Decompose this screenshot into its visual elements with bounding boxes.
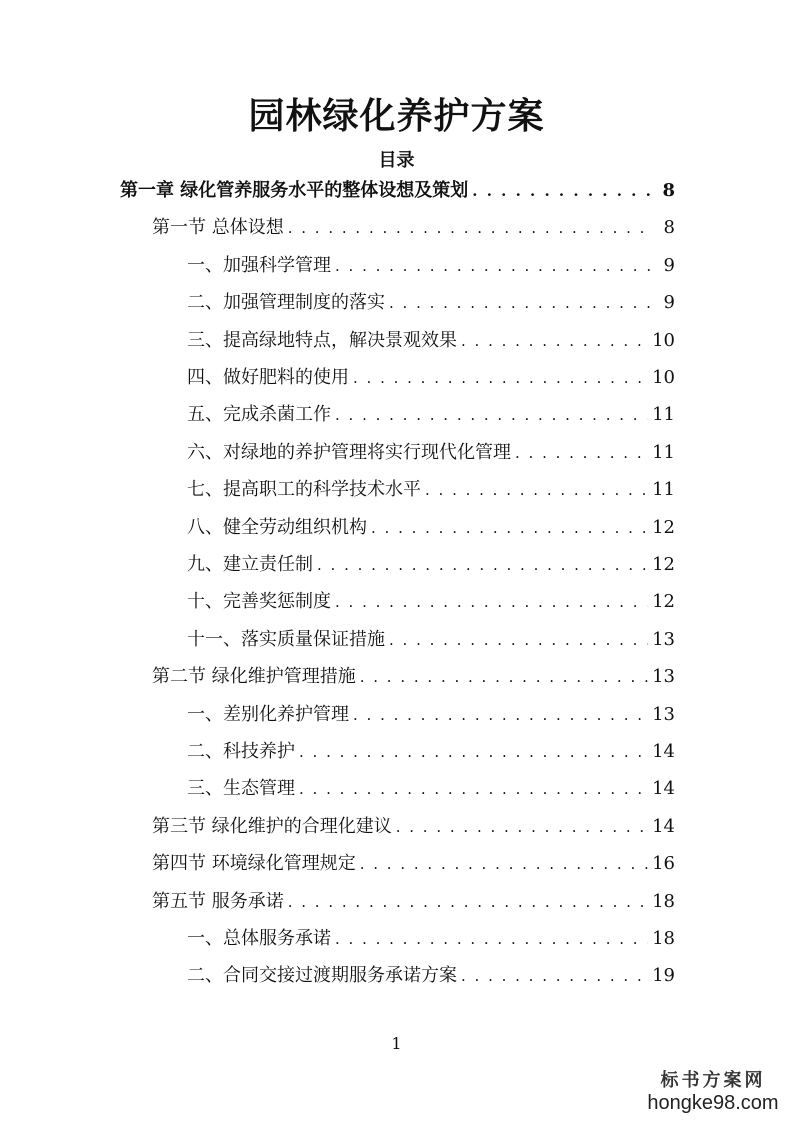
- toc-entry-page: 12: [652, 554, 675, 575]
- toc-leader-dots: [472, 182, 651, 200]
- toc-leader-dots: [425, 481, 648, 499]
- page-number: 1: [391, 1034, 402, 1053]
- toc-leader-dots: [396, 818, 648, 836]
- toc-entry-label: 第二节 绿化维护管理措施: [152, 666, 356, 688]
- toc-entry-label: 第五节 服务承诺: [152, 890, 284, 912]
- toc-leader-dots: [389, 631, 648, 649]
- toc-entry-page: 11: [652, 404, 675, 426]
- toc-entry-page: 13: [652, 628, 675, 650]
- toc-entry[interactable]: [187, 513, 675, 549]
- toc-entry-label: 第一节 总体设想: [152, 217, 284, 239]
- toc-entry[interactable]: [187, 288, 675, 324]
- toc-entry[interactable]: [187, 326, 675, 362]
- toc-entry-page: 19: [652, 965, 675, 987]
- toc-entry-page: 12: [652, 516, 675, 538]
- toc-entry-page: 10: [652, 367, 675, 388]
- toc-entry[interactable]: [187, 475, 675, 511]
- toc-leader-dots: [335, 406, 648, 424]
- toc-entry-label: 一、总体服务承诺: [187, 928, 331, 949]
- toc-entry[interactable]: [120, 176, 675, 212]
- toc-entry-label: 一、差别化养护管理: [187, 703, 349, 725]
- toc-entry-label: 三、提高绿地特点，解决景观效果: [187, 329, 457, 351]
- toc-entry-label: 第四节 环境绿化管理规定: [152, 853, 356, 875]
- toc-entry-page: 9: [663, 292, 675, 314]
- toc-entry-page: 10: [652, 329, 675, 351]
- toc-entry-page: 11: [652, 441, 675, 463]
- toc-entry-label: 一、加强科学管理: [187, 254, 331, 276]
- toc-leader-dots: [461, 967, 648, 985]
- toc-entry-label: 第三节 绿化维护的合理化建议: [152, 815, 392, 837]
- toc-entry-page: 11: [652, 479, 675, 501]
- toc-entry-page: 18: [652, 928, 675, 949]
- toc-leader-dots: [299, 780, 648, 798]
- toc-entry[interactable]: [152, 887, 675, 923]
- toc-entry-page: 12: [652, 591, 675, 613]
- toc-entry-page: 8: [662, 180, 675, 201]
- toc-entry-label: 四、做好肥料的使用: [187, 367, 349, 388]
- toc-leader-dots: [335, 930, 648, 948]
- toc-leader-dots: [299, 743, 648, 761]
- toc-entry[interactable]: [187, 737, 675, 773]
- toc-entry[interactable]: [152, 662, 675, 698]
- toc-leader-dots: [317, 556, 648, 574]
- toc-entry-page: 13: [652, 666, 675, 688]
- toc-entry-page: 16: [652, 853, 675, 875]
- toc-entry-label: 十一、落实质量保证措施: [187, 628, 385, 650]
- toc-entry[interactable]: [187, 924, 675, 960]
- toc-leader-dots: [353, 369, 648, 387]
- watermark: [643, 1066, 783, 1115]
- toc-entry-label: 六、对绿地的养护管理将实行现代化管理: [187, 441, 511, 463]
- toc-entry-label: 五、完成杀菌工作: [187, 404, 331, 426]
- toc-leader-dots: [288, 219, 651, 237]
- toc-entry-page: 9: [663, 254, 675, 276]
- toc-entry-label: 二、加强管理制度的落实: [187, 292, 385, 314]
- toc-entry[interactable]: [187, 961, 675, 997]
- toc-entry-label: 二、科技养护: [187, 741, 295, 762]
- page-title: 园林绿化养护方案: [248, 95, 545, 137]
- toc-leader-dots: [335, 257, 651, 275]
- toc-leader-dots: [389, 294, 651, 312]
- toc-entry[interactable]: [152, 213, 675, 249]
- toc-entry-label: 十、完善奖惩制度: [187, 591, 331, 613]
- toc-heading: 目录: [378, 150, 415, 171]
- toc-entry-page: 14: [652, 778, 675, 800]
- toc-entry-label: 七、提高职工的科学技术水平: [187, 479, 421, 501]
- toc-entry-label: 三、生态管理: [187, 778, 295, 800]
- toc-entry[interactable]: [187, 625, 675, 661]
- toc-entry[interactable]: [187, 251, 675, 287]
- toc-entry[interactable]: [152, 849, 675, 885]
- toc-entry-page: 8: [663, 217, 675, 239]
- toc-entry-page: 13: [652, 703, 675, 725]
- toc-entry-label: 八、健全劳动组织机构: [187, 516, 367, 538]
- watermark-title: 标书方案网: [660, 1070, 766, 1090]
- toc-entry-label: 二、合同交接过渡期服务承诺方案: [187, 965, 457, 987]
- toc-entry-page: 18: [652, 890, 675, 912]
- toc-leader-dots: [360, 855, 648, 873]
- toc-leader-dots: [461, 332, 648, 350]
- watermark-url: hongke98.com: [647, 1092, 779, 1114]
- toc-entry[interactable]: [187, 363, 675, 399]
- toc-leader-dots: [288, 893, 648, 911]
- toc-leader-dots: [360, 668, 648, 686]
- toc-leader-dots: [515, 444, 648, 462]
- toc-entry[interactable]: [187, 587, 675, 623]
- toc-entry[interactable]: [187, 400, 675, 436]
- toc-entry[interactable]: [187, 438, 675, 474]
- toc-entry-label: 九、建立责任制: [187, 554, 313, 575]
- toc-entry-label: 第一章 绿化管养服务水平的整体设想及策划: [120, 180, 469, 201]
- toc-entry-page: 14: [652, 741, 675, 762]
- toc-entry[interactable]: [187, 700, 675, 736]
- toc-entry[interactable]: [152, 812, 675, 848]
- toc-leader-dots: [353, 706, 648, 724]
- toc-entry[interactable]: [187, 550, 675, 586]
- toc-entry-page: 14: [652, 815, 675, 837]
- toc-entry[interactable]: [187, 774, 675, 810]
- toc-leader-dots: [335, 593, 648, 611]
- toc-leader-dots: [371, 519, 648, 537]
